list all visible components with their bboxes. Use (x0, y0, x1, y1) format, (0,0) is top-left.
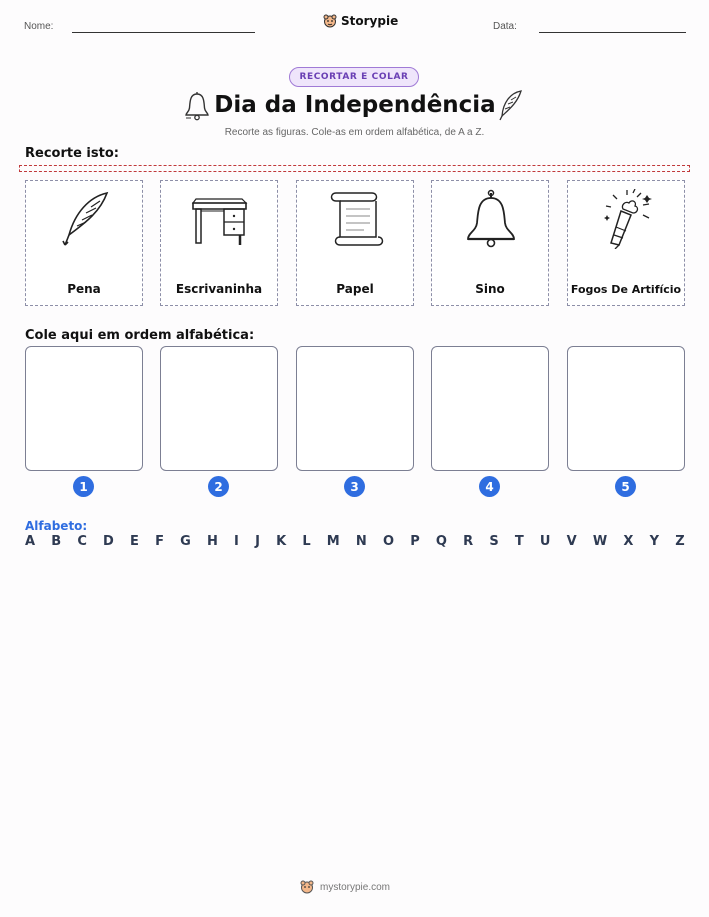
alphabet-letter: D (103, 534, 114, 549)
paste-box-1[interactable] (25, 346, 143, 471)
cut-card-label: Papel (336, 282, 374, 296)
alphabet-letter: J (255, 534, 260, 549)
storypie-mascot-icon (300, 880, 314, 894)
alphabet-row (25, 534, 685, 549)
alphabet-letter: C (77, 534, 87, 549)
alphabet-letter: I (234, 534, 239, 549)
alphabet-letter: Q (435, 534, 447, 549)
alphabet-letter: U (539, 534, 551, 549)
quill-icon (55, 189, 115, 249)
paste-box-4[interactable] (431, 346, 549, 471)
alphabet-letter: K (276, 534, 287, 549)
cut-card-label: Pena (67, 282, 101, 296)
paste-heading: Cole aqui em ordem alfabética: (25, 328, 255, 343)
bell-icon (461, 189, 521, 249)
alphabet-letter: B (51, 534, 62, 549)
alphabet-letter: E (130, 534, 139, 549)
instructions: Recorte as figuras. Cole-as em ordem alfabética, de A a Z. (224, 127, 485, 138)
alphabet-letter: M (326, 534, 340, 549)
name-line[interactable] (72, 32, 255, 33)
page-title: Dia da Independência (214, 92, 496, 118)
alphabet-letter: N (355, 534, 367, 549)
number-badge-2: 2 (208, 476, 229, 497)
activity-badge: RECORTAR E COLAR (289, 67, 419, 87)
alphabet-letter: G (180, 534, 191, 549)
paste-box-5[interactable] (567, 346, 685, 471)
footer (300, 880, 390, 894)
quill-decor-icon (498, 89, 524, 121)
footer-url[interactable]: mystorypie.com (320, 881, 391, 893)
alphabet-letter: A (25, 534, 36, 549)
alphabet-label: Alfabeto: (25, 519, 88, 533)
alphabet-letter: F (155, 534, 164, 549)
alphabet-letter: O (382, 534, 395, 549)
alphabet-letter: P (410, 534, 420, 549)
brand-logo (323, 14, 398, 28)
alphabet-letter: Y (649, 534, 660, 549)
cut-card-pena[interactable] (25, 180, 143, 306)
alphabet-letter: T (514, 534, 524, 549)
desk-icon (190, 189, 250, 249)
alphabet-letter: R (463, 534, 474, 549)
alphabet-letter: L (302, 534, 311, 549)
alphabet-letter: W (592, 534, 608, 549)
storypie-mascot-icon (323, 14, 337, 28)
paste-box-3[interactable] (296, 346, 414, 471)
date-line[interactable] (539, 32, 686, 33)
cut-card-papel[interactable] (296, 180, 414, 306)
alphabet-letter: H (206, 534, 218, 549)
number-badge-4: 4 (479, 476, 500, 497)
cut-card-sino[interactable] (431, 180, 549, 306)
number-badge-1: 1 (73, 476, 94, 497)
brand-name: Storypie (341, 14, 399, 28)
cut-card-label: Fogos De Artifício (570, 283, 682, 296)
cut-line (19, 165, 690, 172)
alphabet-letter: S (489, 534, 499, 549)
alphabet-letter: X (623, 534, 634, 549)
date-label: Data: (493, 21, 517, 32)
name-label: Nome: (24, 21, 54, 32)
cut-card-label: Sino (475, 282, 505, 296)
number-badge-5: 5 (615, 476, 636, 497)
alphabet-letter: V (566, 534, 577, 549)
paste-box-2[interactable] (160, 346, 278, 471)
cut-card-label: Escrivaninha (175, 282, 263, 296)
alphabet-letter: Z (675, 534, 685, 549)
cut-card-fogos[interactable] (567, 180, 685, 306)
number-badge-3: 3 (344, 476, 365, 497)
scroll-icon (326, 189, 386, 249)
firework-icon (597, 189, 657, 249)
cut-card-escrivaninha[interactable] (160, 180, 278, 306)
cut-heading: Recorte isto: (25, 146, 119, 161)
